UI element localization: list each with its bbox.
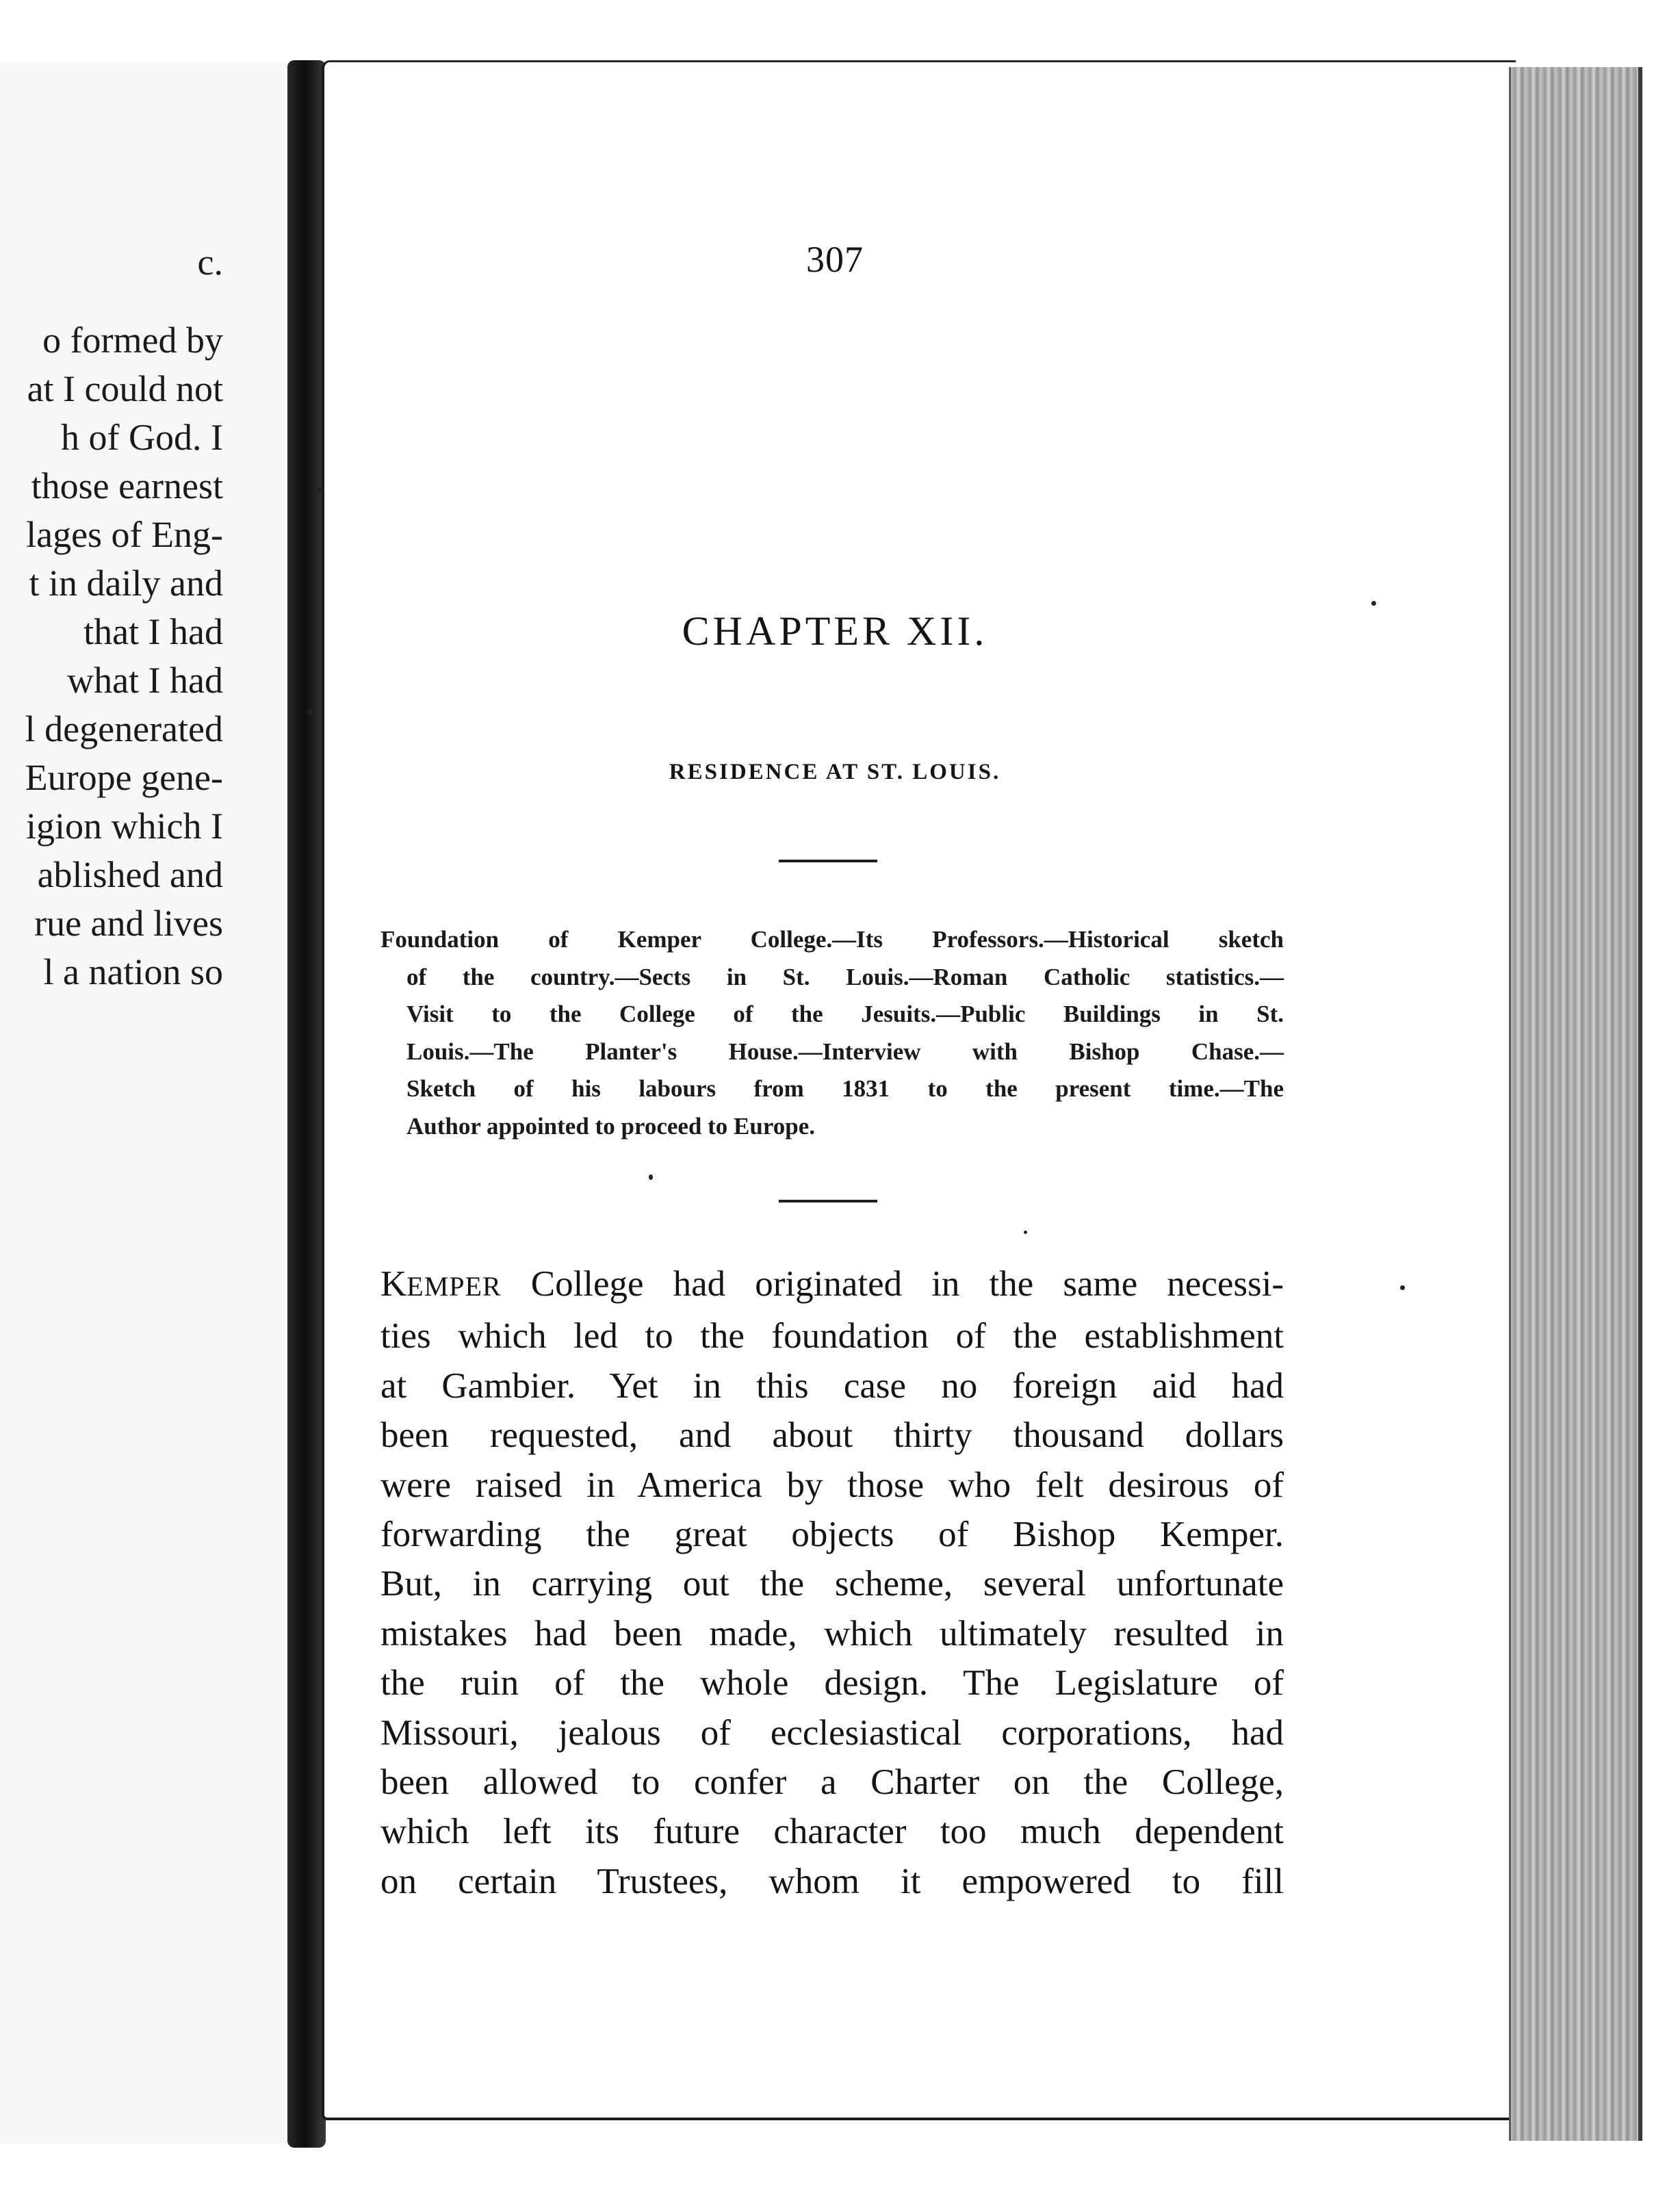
- body-line: been requested, and about thirty thousand dollars: [380, 1415, 1284, 1456]
- body-line: were raised in America by those who felt desirous of: [380, 1465, 1284, 1505]
- left-page-line: Europe gene-: [25, 757, 223, 798]
- synopsis-line: Foundation of Kemper College.—Its Professors.—Historical sketch: [380, 926, 1284, 953]
- chapter-title: CHAPTER XII.: [682, 608, 988, 654]
- body-line: which left its future character too much dependent: [380, 1812, 1284, 1852]
- body-line: been allowed to confer a Charter on the College,: [380, 1762, 1284, 1803]
- left-page-line: that I had: [83, 611, 223, 652]
- synopsis-line: Author appointed to proceed to Europe.: [406, 1112, 815, 1140]
- left-page-line: what I had: [67, 660, 223, 701]
- body-line: on certain Trustees, whom it empowered to fill: [380, 1861, 1284, 1901]
- body-line: the ruin of the whole design. The Legislature of: [380, 1663, 1284, 1703]
- chapter-subtitle: RESIDENCE AT ST. LOUIS.: [669, 760, 1001, 784]
- scan-speck: [1371, 601, 1376, 606]
- left-page-line: ablished and: [37, 854, 223, 895]
- synopsis-line: Sketch of his labours from 1831 to the present time.—The: [406, 1075, 1284, 1102]
- book-gutter: [287, 60, 326, 2148]
- body-line: mistakes had been made, which ultimately resulted in: [380, 1613, 1284, 1654]
- synopsis-line: of the country.—Sects in St. Louis.—Roman Catholic statistics.—: [406, 963, 1284, 990]
- chapter-synopsis: [380, 921, 1284, 1145]
- body-line-first-rest: College had originated in the same necessi-: [501, 1264, 1284, 1304]
- scan-speck: [308, 709, 312, 716]
- scan-speck: [1400, 1285, 1405, 1290]
- left-page-line: rue and lives: [34, 903, 223, 944]
- page-edges: [1509, 67, 1642, 2141]
- left-page-line: l a nation so: [43, 951, 223, 992]
- body-text: [380, 1259, 1284, 1906]
- divider-rule-bottom: [779, 1200, 877, 1203]
- opening-word-initial: K: [380, 1264, 407, 1304]
- body-line: ties which led to the foundation of the establishment: [380, 1316, 1284, 1356]
- synopsis-line: Louis.—The Planter's House.—Interview with Bishop Chase.—: [406, 1038, 1284, 1065]
- divider-rule-top: [779, 860, 877, 862]
- left-page-line: lages of Eng-: [26, 514, 223, 555]
- body-line-first: [380, 1259, 1284, 1311]
- left-page-line: o formed by: [42, 320, 223, 361]
- left-page-line: l degenerated: [25, 708, 223, 749]
- left-page-line: those earnest: [31, 465, 223, 506]
- body-line: at Gambier. Yet in this case no foreign aid had: [380, 1365, 1284, 1406]
- scan-speck: [649, 1174, 653, 1180]
- left-page-line: at I could not: [27, 368, 223, 409]
- left-page-line: t in daily and: [29, 563, 223, 604]
- left-page-line: h of God. I: [61, 417, 223, 458]
- left-page-line: igion which I: [26, 806, 223, 847]
- scan-speck: [1024, 1231, 1027, 1234]
- left-page-line: c.: [197, 242, 223, 283]
- body-line: Missouri, jealous of ecclesiastical corporations, had: [380, 1712, 1284, 1753]
- body-line: forwarding the great objects of Bishop Kemper.: [380, 1515, 1284, 1555]
- synopsis-line: Visit to the College of the Jesuits.—Public Buildings in St.: [406, 1001, 1284, 1027]
- scan-speck: [316, 487, 322, 493]
- page-number: 307: [806, 239, 864, 280]
- opening-word-small-caps: EMPER: [406, 1271, 502, 1302]
- body-line: But, in carrying out the scheme, several unfortunate: [380, 1564, 1284, 1604]
